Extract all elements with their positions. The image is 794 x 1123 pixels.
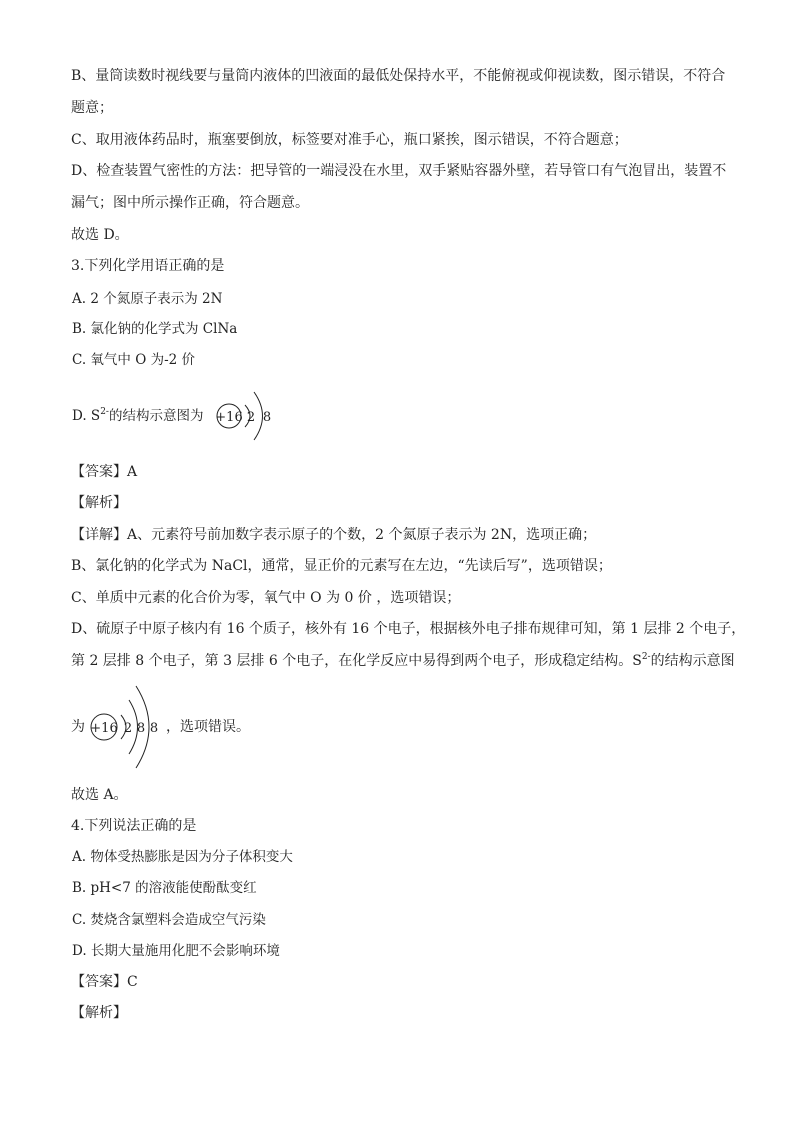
shell-1-count: 2: [123, 721, 133, 736]
text-line: 故选 D。: [71, 227, 129, 243]
q4-option-b: B. pH<7 的溶液能使酚酞变红: [72, 880, 257, 896]
shell-1-count: 2: [246, 410, 256, 425]
sulfur-ion-diagram-2: [88, 682, 168, 774]
nucleus-label: +16: [215, 410, 243, 425]
question-4-stem: 4.下列说法正确的是: [71, 818, 197, 834]
text-line: C、单质中元素的化合价为零，氧气中 O 为 0 价 ，选项错误；: [71, 590, 461, 606]
q3-option-a: A. 2 个氮原子表示为 2N: [72, 291, 223, 307]
q3-option-d: [72, 407, 203, 425]
analysis-label: 【解析】: [71, 1005, 127, 1021]
analysis-label: 【解析】: [71, 495, 127, 511]
question-3-stem: 3.下列化学用语正确的是: [71, 258, 225, 274]
sulfur-ion-diagram-1: [214, 383, 284, 451]
answer-label: 【答案】A: [71, 464, 138, 480]
shell-2-count: 8: [136, 721, 146, 736]
text-fragment: 为: [71, 719, 85, 735]
shell-3-count: 8: [149, 721, 159, 736]
text-line: 故选 A。: [71, 787, 128, 803]
text-line: 漏气；图中所示操作正确，符合题意。: [71, 195, 309, 211]
q4-option-a: A. 物体受热膨胀是因为分子体积变大: [72, 849, 293, 865]
text-line: B、氯化钠的化学式为 NaCl，通常，显正价的元素写在左边，“先读后写”，选项错误；: [71, 558, 612, 574]
q3-option-c: C. 氧气中 O 为-2 价: [72, 352, 196, 368]
text-fragment: 第 2 层排 8 个电子，第 3 层排 6 个电子，在化学反应中易得到两个电子，形成稳定结构。S: [71, 653, 642, 669]
shell-2-count: 8: [262, 410, 272, 425]
text-line: C、取用液体药品时，瓶塞要倒放，标签要对准手心，瓶口紧挨，图示错误，不符合题意；: [71, 132, 628, 148]
q4-option-d: D. 长期大量施用化肥不会影响环境: [72, 943, 280, 959]
answer-label: 【答案】C: [71, 974, 138, 990]
text-line: 【详解】A、元素符号前加数字表示原子的个数，2 个氮原子表示为 2N，选项正确；: [71, 527, 597, 543]
q4-option-c: C. 焚烧含氯塑料会造成空气污染: [72, 912, 266, 928]
ion-charge: 2-: [641, 652, 651, 662]
text-fragment: 的结构示意图: [650, 653, 735, 669]
text-line: 题意；: [71, 100, 113, 116]
text-line: D、检查装置气密性的方法：把导管的一端浸没在水里，双手紧贴容器外壁，若导管口有气泡冒出，装置不: [71, 163, 727, 179]
text-line: [71, 652, 735, 670]
electron-shell-arc: [254, 392, 263, 440]
text-line: D、硫原子中原子核内有 16 个质子，核外有 16 个电子，根据核外电子排布规律可知，第 1 层排 2 个电子，: [71, 621, 746, 637]
text-fragment: 的结构示意图为: [108, 408, 204, 424]
nucleus-label: +16: [90, 721, 118, 736]
q3-option-b: B. 氯化钠的化学式为 ClNa: [72, 321, 238, 337]
text-fragment: D. S: [72, 408, 101, 424]
ion-charge: 2-: [100, 407, 109, 417]
text-line: B、量筒读数时视线要与量筒内液体的凹液面的最低处保持水平，不能俯视或仰视读数，图示错误，不符合: [71, 68, 726, 84]
text-fragment: ，选项错误。: [166, 719, 250, 735]
